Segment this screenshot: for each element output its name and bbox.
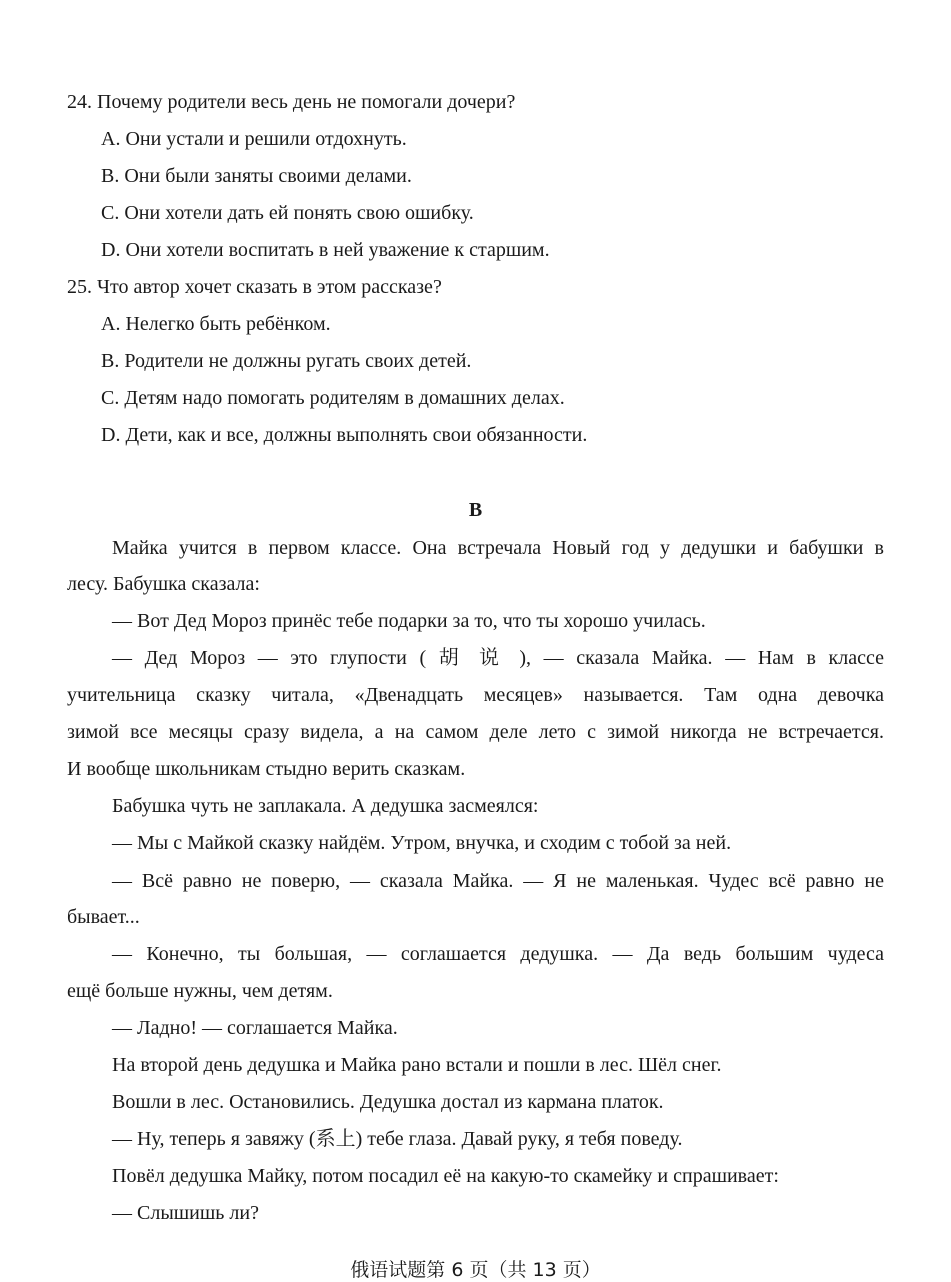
passage-line: — Слышишь ли?	[112, 1202, 259, 1224]
question-25-option-c: C. Детям надо помогать родителям в домашних делах.	[101, 387, 565, 409]
passage-line: — Вот Дед Мороз принёс тебе подарки за то, что ты хорошо училась.	[112, 610, 706, 632]
passage-line: Бабушка чуть не заплакала. А дедушка засмеялся:	[112, 795, 539, 817]
question-25-option-a: A. Нелегко быть ребёнком.	[101, 313, 331, 335]
passage-line: лесу. Бабушка сказала:	[67, 573, 260, 595]
question-25-stem: 25. Что автор хочет сказать в этом рассказе?	[67, 276, 442, 298]
passage-line: — Ладно! — соглашается Майка.	[112, 1017, 398, 1039]
passage-line: На второй день дедушка и Майка рано встали и пошли в лес. Шёл снег.	[112, 1054, 722, 1076]
passage-line: Вошли в лес. Остановились. Дедушка достал из кармана платок.	[112, 1091, 664, 1113]
passage-line: учительница сказку читала, «Двенадцать месяцев» называется. Там одна девочка	[67, 684, 884, 706]
passage-line: — Ну, теперь я завяжу (系上) тебе глаза. Давай руку, я тебя поведу.	[112, 1128, 683, 1150]
question-24-option-d: D. Они хотели воспитать в ней уважение к старшим.	[101, 239, 550, 261]
page-footer: 俄语试题第 6 页（共 13 页）	[350, 1259, 601, 1281]
question-25-option-d: D. Дети, как и все, должны выполнять свои обязанности.	[101, 424, 588, 446]
passage-line: Повёл дедушка Майку, потом посадил её на какую-то скамейку и спрашивает:	[112, 1165, 779, 1187]
passage-line: И вообще школьникам стыдно верить сказкам.	[67, 758, 466, 780]
passage-line: зимой все месяцы сразу видела, а на самом деле лето с зимой никогда не встречается.	[67, 721, 884, 743]
question-24-option-a: A. Они устали и решили отдохнуть.	[101, 128, 407, 150]
section-heading: B	[468, 499, 483, 521]
passage-line: бывает...	[67, 906, 140, 928]
passage-line: — Всё равно не поверю, — сказала Майка. — Я не маленькая. Чудес всё равно не	[112, 870, 884, 892]
passage-line: — Мы с Майкой сказку найдём. Утром, внучка, и сходим с тобой за ней.	[112, 832, 732, 854]
question-24-option-c: C. Они хотели дать ей понять свою ошибку.	[101, 202, 474, 224]
question-25-option-b: B. Родители не должны ругать своих детей.	[101, 350, 472, 372]
question-24-stem: 24. Почему родители весь день не помогали дочери?	[67, 91, 516, 113]
question-24-option-b: B. Они были заняты своими делами.	[101, 165, 412, 187]
passage-line: ещё больше нужны, чем детям.	[67, 980, 333, 1002]
passage-line: — Дед Мороз — это глупости ( 胡 说 ), — сказала Майка. — Нам в классе	[112, 647, 884, 669]
passage-line: — Конечно, ты большая, — соглашается дедушка. — Да ведь большим чудеса	[112, 943, 884, 965]
passage-line: Майка учится в первом классе. Она встречала Новый год у дедушки и бабушки в	[112, 537, 884, 559]
